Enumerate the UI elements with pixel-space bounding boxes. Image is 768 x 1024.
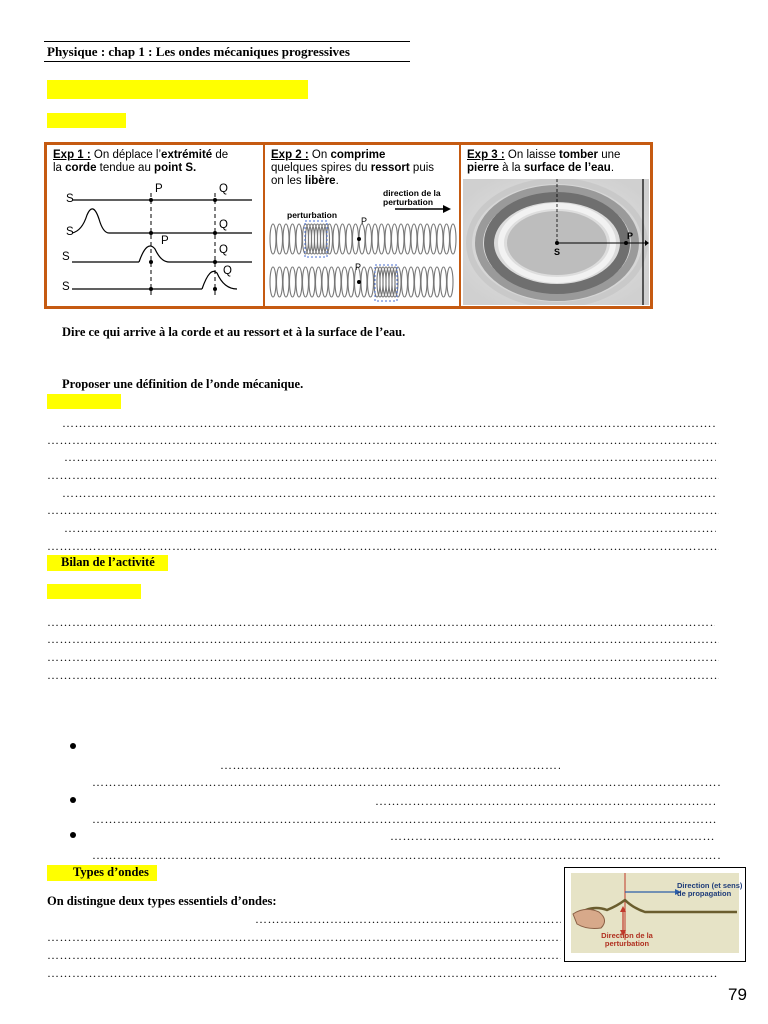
transverse-wave-photo: [564, 867, 746, 962]
exp3-text: [467, 149, 650, 175]
exp1-line2-b: corde: [65, 162, 97, 174]
types-intro: On distingue deux types essentiels d’ondes:: [47, 894, 277, 908]
bullet-3: [70, 832, 76, 838]
exp2-perturbation-label: perturbation: [287, 210, 338, 220]
exp3-p: P: [627, 231, 634, 241]
bilan-line-2[interactable]: [47, 632, 719, 646]
header-rule-top: [44, 41, 410, 42]
bullet-1: [70, 743, 76, 749]
exp2-line2-c: puis: [409, 162, 435, 174]
bilan-line-3[interactable]: [47, 650, 719, 664]
answer-line-8[interactable]: [47, 539, 719, 553]
answer-line-4[interactable]: [47, 468, 719, 482]
exp2-text-a: On: [308, 149, 331, 161]
exp1-panel: [47, 145, 263, 306]
exp1-s-2: S: [66, 226, 74, 238]
question-2: Proposer une définition de l’onde mécanique.: [62, 377, 304, 391]
exp2-text: [271, 149, 459, 188]
types-line-3[interactable]: [47, 948, 561, 962]
types-line-4[interactable]: [47, 966, 717, 980]
bilan-line-1[interactable]: [47, 615, 715, 629]
bullet-2: [70, 797, 76, 803]
exp3-line2-b: à la: [498, 162, 524, 174]
answer-line-2[interactable]: [47, 433, 719, 447]
exp3-s: S: [554, 247, 561, 257]
exp1-s-1: S: [66, 193, 74, 205]
exp3-text-a: On laisse: [504, 149, 560, 161]
exp1-s-4: S: [62, 281, 70, 293]
photo-label-propagation: Direction (et sens) de propagation: [677, 881, 743, 898]
highlight-bar-objective: [47, 113, 126, 128]
experiments-figure: [44, 142, 653, 309]
highlight-bar-activity: [47, 80, 308, 99]
rope-diagram: [47, 179, 261, 303]
page-title: Physique : chap 1 : Les ondes mécaniques progressives: [47, 44, 350, 59]
exp3-text-c: une: [598, 149, 621, 161]
answer-line-1[interactable]: [62, 416, 716, 430]
water-ripple-diagram: [463, 179, 649, 305]
exp1-line2-d: point S.: [154, 162, 197, 174]
exp2-p-2: P: [355, 262, 362, 272]
photo-label-perturbation: Direction de la perturbation: [601, 931, 653, 948]
exp2-line3-c: .: [335, 175, 339, 187]
exp1-text-b: extrémité: [161, 149, 213, 161]
bullet-2-line-a[interactable]: [375, 794, 715, 808]
exp3-line2-d: .: [610, 162, 615, 174]
exp2-line2-a: quelques spires du: [271, 162, 371, 174]
exp1-s-3: S: [62, 251, 70, 263]
exp1-q-3: Q: [219, 244, 228, 256]
bilan-line-4[interactable]: [47, 668, 719, 682]
exp1-p-1: P: [155, 183, 163, 195]
exp1-text-c: de: [212, 149, 229, 161]
highlight-bar-answer: [47, 394, 121, 409]
bullet-3-line-a[interactable]: [390, 829, 716, 843]
exp2-label: Exp 2 :: [271, 149, 309, 161]
section-types: Types d’ondes: [47, 865, 157, 881]
exp2-line3-b: libère: [304, 175, 336, 187]
bullet-2-line-b[interactable]: [92, 812, 718, 826]
exp1-label: Exp 1 :: [53, 149, 91, 161]
answer-line-6[interactable]: [47, 503, 719, 517]
exp1-text-a: On déplace l’: [90, 149, 162, 161]
section-bilan: Bilan de l’activité: [47, 555, 168, 571]
exp3-line2-a: pierre: [467, 162, 499, 174]
answer-line-5[interactable]: [62, 486, 716, 500]
highlight-bar-definition: [47, 584, 141, 599]
exp2-direction-label: direction de la perturbation: [383, 188, 441, 207]
question-1: Dire ce qui arrive à la corde et au ressort et à la surface de l’eau.: [62, 325, 406, 339]
header-rule-bottom: [44, 61, 410, 62]
exp2-line2-b: ressort: [370, 162, 410, 174]
exp3-label: Exp 3 :: [467, 149, 505, 161]
exp2-line3-a: on les: [271, 175, 305, 187]
bullet-1-line-b[interactable]: [92, 775, 720, 789]
exp1-text: [53, 149, 261, 175]
types-line-1[interactable]: [255, 912, 561, 926]
exp3-line2-c: surface de l’eau: [523, 162, 611, 174]
exp1-q-1: Q: [219, 183, 228, 195]
bullet-1-line-a[interactable]: [220, 758, 560, 772]
answer-line-3[interactable]: [64, 450, 716, 464]
exp1-line2-c: tendue au: [96, 162, 155, 174]
page-number: 79: [728, 985, 747, 1004]
exp3-panel: [459, 145, 650, 306]
exp2-p-1: P: [361, 216, 368, 226]
bullet-3-line-b[interactable]: [92, 848, 720, 862]
exp1-p-3: P: [161, 235, 169, 247]
exp2-text-b: comprime: [330, 149, 386, 161]
answer-line-7[interactable]: [64, 521, 716, 535]
exp1-q-4: Q: [223, 265, 232, 277]
exp3-text-b: tomber: [559, 149, 599, 161]
types-line-2[interactable]: [47, 930, 561, 944]
exp1-q-2: Q: [219, 219, 228, 231]
exp1-line2-a: la: [53, 162, 66, 174]
exp2-panel: [263, 145, 459, 306]
